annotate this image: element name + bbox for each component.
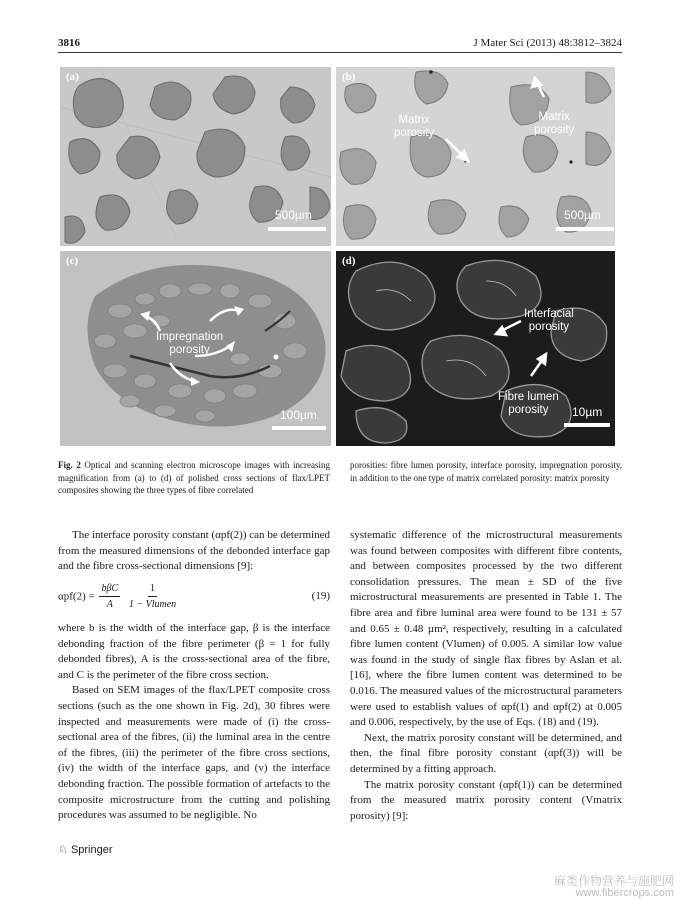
equation-19 [58,581,330,613]
scale-text-c: 100µm [280,408,317,422]
scale-text-a: 500µm [275,208,312,222]
panel-label-a: (a) [66,71,79,83]
page-number: 3816 [58,37,80,49]
annotation-impregnation-porosity: Impregnation porosity [156,331,224,356]
watermark-line2: www.fibercrops.com [575,887,674,899]
scale-text-b: 500µm [564,208,601,222]
panel-label-d: (d) [342,255,356,267]
panel-label-c: (c) [66,255,79,267]
springer-logo-icon: ♘ [58,844,68,856]
paragraph-next-steps: Next, the matrix porosity constant will be determined, and then, the final fibre porosity constant (αpf(3)) will be determined by a fitting approach. [350,731,622,775]
panel-label-b: (b) [342,71,356,83]
figure-panel-a [60,67,331,246]
figure-panel-d [336,251,615,446]
paragraph-sem-measurements: Based on SEM images of the flax/LPET composite cross sections (such as the one shown in Fig. 2d), 30 fibres were inspected and measurements were made of (i) the cross-sectional area of the fibres, (ii) the luminal area in the centre of the fibres, (iii) the perimeter of the fibre cross sections, (iv) the width of the interface gaps, and (v) the interface debonding fraction. The possible formation of artefacts to the composite microstructure from the cutting and polishing procedures was assumed to be negligible. No [58,684,330,822]
annotation-matrix-porosity-1: Matrix porosity [394,114,435,139]
scale-bar-b [556,227,614,231]
scale-bar-c [272,426,326,430]
equation-fraction-2 [127,581,178,613]
scale-bar-a [268,227,326,231]
annotation-fibre-lumen-porosity: Fibre lumen porosity [498,391,559,416]
paragraph-interface-porosity: The interface porosity constant (αpf(2)) can be determined from the measured dimensions of the debonded interface gap and the fibre cross-sectional dimensions [9]: [58,529,330,573]
paragraph-matrix-porosity: The matrix porosity constant (αpf(1)) can be determined from the measured matrix porosity content (Vmatrix porosity) [9]: [350,778,622,822]
figure-caption-text: Optical and scanning electron microscope images with increasing magnification from (a) to (d) of polished cross sections of flax/LPET composites showing the three types of fibre correlated [58,460,331,495]
header-rule [58,52,622,53]
paragraph-microstructural-results: systematic difference of the microstructural measurements was found between composites with different fibre contents, and between composites processed by the two different consolidation pressures. The mean ± SD of the five microstructural measurements are presented in Table 1. The fibre area and fibre luminal area were found to be 131 ± 57 and 0.65 ± 0.48 µm², respectively, resulting in a calculated fibre lumen content (Vlumen) of 0.005. A similar low value was found in the study of single flax fibres by Aslan et al. [16], where the fibre lumen content was determined to be 0.016. The measured values of the microstructural parameters were used to establish values of αpf(1) and αpf(2) at 0.005 and 0.006, respectively, by the use of Eqs. (18) and (19). [350,529,622,729]
equation-numerator-1: bβC [99,581,120,598]
equation-numerator-2: 1 [148,581,157,598]
equation-number: (19) [311,590,330,603]
figure-number: Fig. 2 [58,460,81,470]
scale-bar-d [564,423,610,427]
annotation-matrix-porosity-2: Matrix porosity [534,111,575,136]
equation-lhs: αpf(2) = [58,590,95,603]
figure-panel-b [336,67,615,246]
equation-denominator-1: A [106,599,113,611]
watermark-line1: 麻类作物营养与施肥网 [553,874,674,888]
equation-denominator-2: 1 − Vlumen [128,599,177,611]
publisher-footer [58,843,113,856]
figure-caption-left [58,459,330,497]
paragraph-where: where b is the width of the interface gap, β is the interface debonding fraction of the fibre perimeter (β = 1 for fully debonded fibres), A is the cross-sectional area of the fibre, and C is the perimeter of the fibre cross section. [58,621,330,681]
annotation-interfacial-porosity: Interfacial porosity [524,308,574,333]
figure-panel-c [60,251,331,446]
publisher-name: Springer [70,844,113,856]
scale-text-d: 10µm [572,405,603,419]
journal-reference: J Mater Sci (2013) 48:3812–3824 [473,37,622,49]
text-column-left [58,528,330,824]
figure-caption-right: porosities: fibre lumen porosity, interface porosity, impregnation porosity, in addition to the one type of matrix correlated porosity: matrix porosity [350,460,622,483]
equation-fraction-1 [99,581,120,613]
text-column-right [350,528,622,824]
